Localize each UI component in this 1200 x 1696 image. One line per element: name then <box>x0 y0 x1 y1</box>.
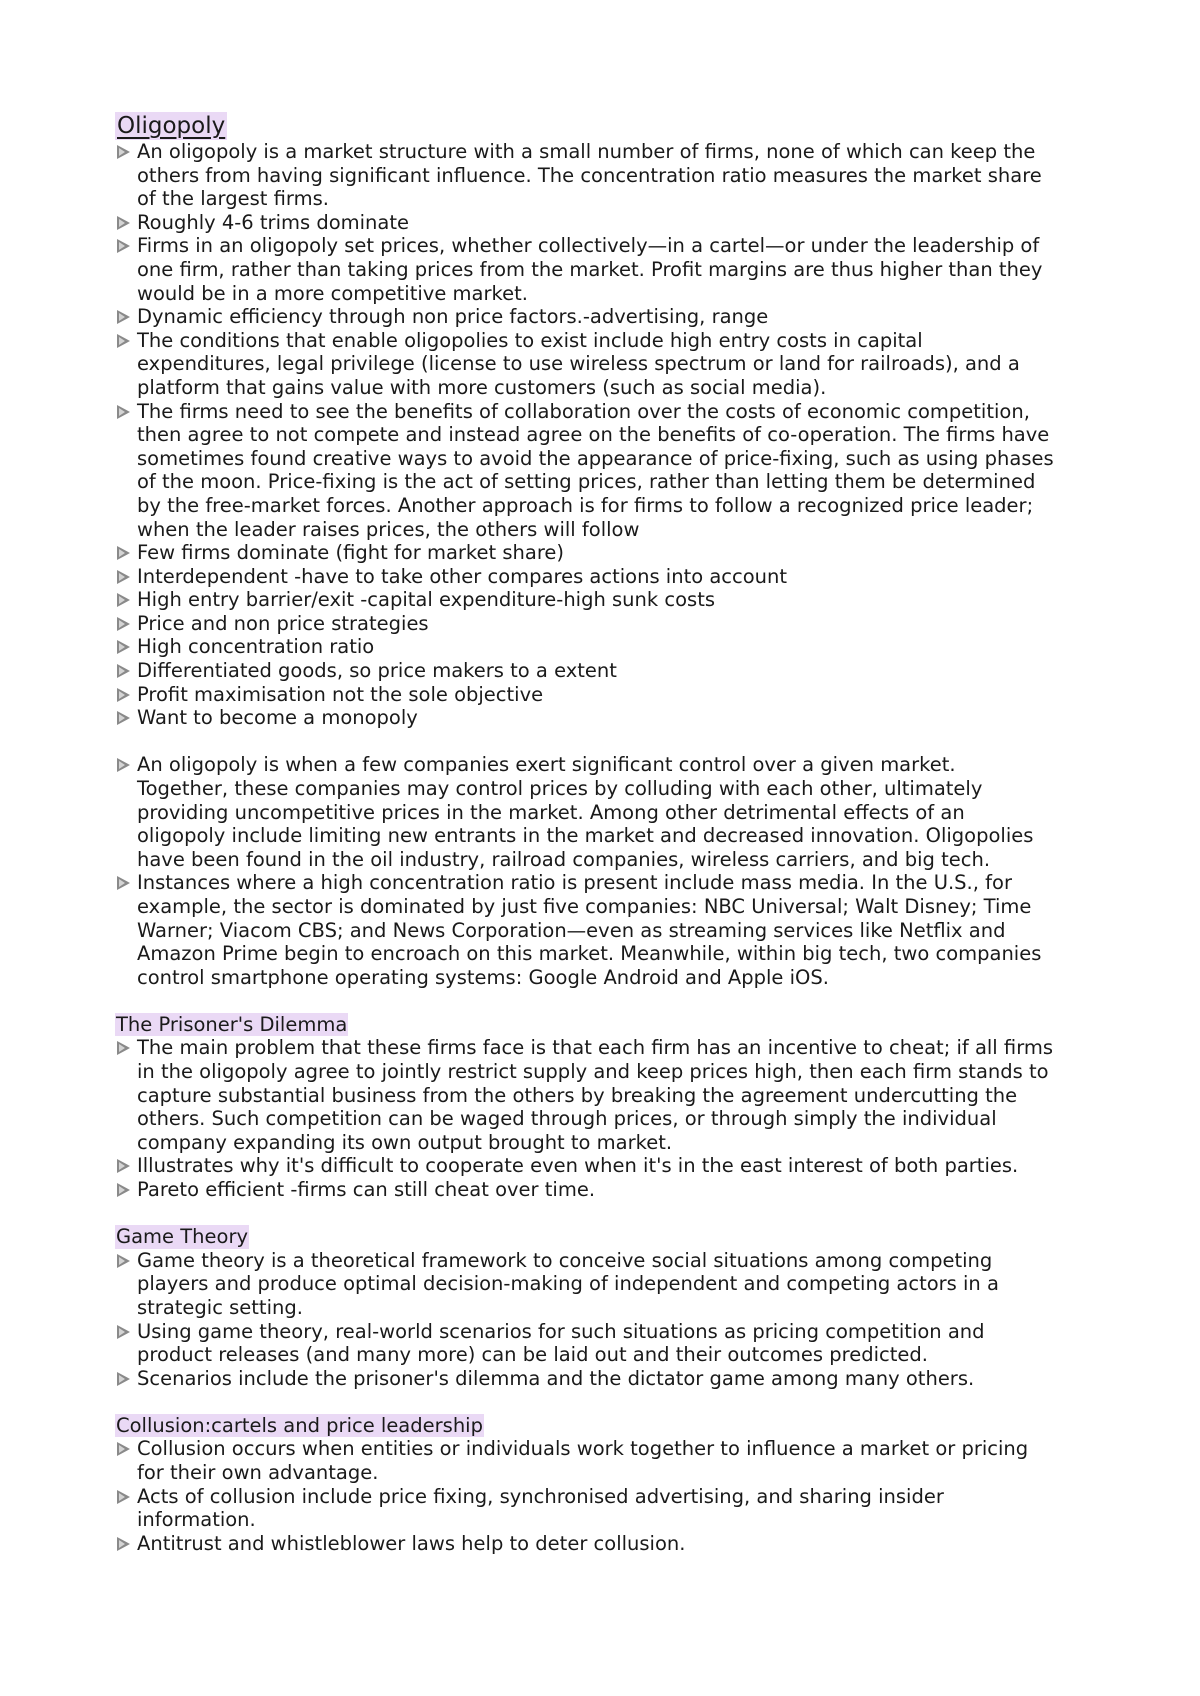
sections-container <box>115 989 1110 1555</box>
bullet-text-line: expenditures, legal privilege (license to use wireless spectrum or land for railroads), and a <box>137 352 1020 376</box>
bullet-item <box>115 565 1110 589</box>
bullet-text-line: of the largest firms. <box>137 187 329 211</box>
bullet-text-line: sometimes found creative ways to avoid the appearance of price-fixing, such as using phases <box>137 446 1054 470</box>
triangle-bullet-icon <box>117 617 130 631</box>
bullet-item <box>115 305 1110 329</box>
triangle-bullet-icon <box>117 640 130 654</box>
bullet-text-line: High concentration ratio <box>137 635 375 659</box>
triangle-bullet-icon <box>117 1041 130 1055</box>
triangle-bullet-icon <box>117 334 130 348</box>
bullet-item <box>115 1036 1110 1154</box>
triangle-bullet-icon <box>117 711 130 725</box>
triangle-bullet-icon <box>117 1254 130 1268</box>
bullet-text-line: The conditions that enable oligopolies to exist include high entry costs in capital <box>137 328 923 352</box>
bullet-text-line: platform that gains value with more customers (such as social media). <box>137 375 827 399</box>
triangle-bullet-icon <box>117 310 130 324</box>
second-bullet-list <box>115 753 1110 989</box>
triangle-bullet-icon <box>117 405 130 419</box>
triangle-bullet-icon <box>117 1372 130 1386</box>
bullet-item <box>115 1532 1110 1556</box>
triangle-bullet-icon <box>117 876 130 890</box>
bullet-text-line: for their own advantage. <box>137 1460 379 1484</box>
section <box>115 1414 1110 1555</box>
bullet-text-line: Antitrust and whistleblower laws help to deter collusion. <box>137 1531 686 1555</box>
section <box>115 1225 1110 1390</box>
bullet-text-line: others. Such competition can be waged through prices, or through simply the individual <box>137 1107 997 1131</box>
triangle-bullet-icon <box>117 145 130 159</box>
section-bullet-list <box>115 1437 1110 1555</box>
bullet-text-line: product releases (and many more) can be laid out and their outcomes predicted. <box>137 1343 928 1367</box>
triangle-bullet-icon <box>117 216 130 230</box>
bullet-item <box>115 1154 1110 1178</box>
bullet-item <box>115 1249 1110 1320</box>
bullet-text-line: Amazon Prime begin to encroach on this market. Meanwhile, within big tech, two companies <box>137 942 1042 966</box>
bullet-text-line: oligopoly include limiting new entrants in the market and decreased innovation. Oligopolies <box>137 824 1034 848</box>
triangle-bullet-icon <box>117 1183 130 1197</box>
bullet-text-line: Using game theory, real-world scenarios for such situations as pricing competition and <box>137 1319 985 1343</box>
triangle-bullet-icon <box>117 239 130 253</box>
bullet-item <box>115 1320 1110 1367</box>
bullet-item <box>115 234 1110 305</box>
bullet-item <box>115 1178 1110 1202</box>
section-heading: Collusion:cartels and price leadership <box>116 1413 483 1437</box>
bullet-text-line: Scenarios include the prisoner's dilemma and the dictator game among many others. <box>137 1366 975 1390</box>
bullet-text-line: when the leader raises prices, the others will follow <box>137 517 640 541</box>
bullet-text-line: Firms in an oligopoly set prices, whether collectively—in a cartel—or under the leadership of <box>137 234 1040 258</box>
bullet-item <box>115 659 1110 683</box>
bullet-text-line: by the free-market forces. Another approach is for firms to follow a recognized price leader; <box>137 493 1034 517</box>
bullet-item <box>115 1367 1110 1391</box>
triangle-bullet-icon <box>117 570 130 584</box>
bullet-text-line: High entry barrier/exit -capital expenditure-high sunk costs <box>137 588 716 612</box>
bullet-text-line: Acts of collusion include price fixing, synchronised advertising, and sharing insider <box>137 1484 944 1508</box>
bullet-text-line: Interdependent -have to take other compares actions into account <box>137 564 788 588</box>
bullet-text-line: Want to become a monopoly <box>137 706 418 730</box>
page-title: Oligopoly <box>117 113 226 139</box>
triangle-bullet-icon <box>117 546 130 560</box>
bullet-text-line: An oligopoly is a market structure with a small number of firms, none of which can keep the <box>137 140 1036 163</box>
bullet-item <box>115 753 1110 871</box>
bullet-text-line: Instances where a high concentration ratio is present include mass media. In the U.S., for <box>137 871 1012 895</box>
bullet-text-line: Profit maximisation not the sole objective <box>137 682 544 706</box>
bullet-item <box>115 140 1110 211</box>
spacer <box>115 1390 1110 1414</box>
bullet-text-line: Dynamic efficiency through non price factors.-advertising, range <box>137 305 769 329</box>
triangle-bullet-icon <box>117 664 130 678</box>
bullet-text-line: of the moon. Price-fixing is the act of setting prices, rather than letting them be determined <box>137 470 1036 494</box>
section <box>115 1013 1110 1202</box>
bullet-item <box>115 329 1110 400</box>
bullet-text-line: others from having significant influence. The concentration ratio measures the market share <box>137 163 1042 187</box>
bullet-text-line: providing uncompetitive prices in the market. Among other detrimental effects of an <box>137 800 965 824</box>
bullet-text-line: Price and non price strategies <box>137 611 429 635</box>
bullet-text-line: strategic setting. <box>137 1295 303 1319</box>
spacer <box>115 989 1110 1013</box>
bullet-item <box>115 211 1110 235</box>
bullet-text-line: information. <box>137 1508 256 1532</box>
bullet-item <box>115 588 1110 612</box>
bullet-text-line: Collusion occurs when entities or individuals work together to influence a market or pricing <box>137 1437 1029 1461</box>
bullet-text-line: then agree to not compete and instead agree on the benefits of co-operation. The firms have <box>137 423 1050 447</box>
bullet-text-line: example, the sector is dominated by just five companies: NBC Universal; Walt Disney; Time <box>137 895 1032 918</box>
bullet-text-line: Illustrates why it's difficult to cooperate even when it's in the east interest of both parties. <box>137 1154 1019 1178</box>
bullet-text-line: Differentiated goods, so price makers to a extent <box>137 659 617 683</box>
triangle-bullet-icon <box>117 1442 130 1456</box>
bullet-item <box>115 706 1110 730</box>
bullet-text-line: Pareto efficient -firms can still cheat over time. <box>137 1178 596 1202</box>
triangle-bullet-icon <box>117 1537 130 1551</box>
triangle-bullet-icon <box>117 1490 130 1504</box>
section-heading: The Prisoner's Dilemma <box>116 1012 348 1036</box>
bullet-item <box>115 400 1110 542</box>
bullet-text-line: Roughly 4-6 trims dominate <box>137 210 410 234</box>
bullet-item <box>115 541 1110 565</box>
triangle-bullet-icon <box>117 1159 130 1173</box>
bullet-text-line: have been found in the oil industry, railroad companies, wireless carriers, and big tech. <box>137 847 991 871</box>
bullet-text-line: capture substantial business from the others by breaking the agreement undercutting the <box>137 1083 1018 1107</box>
bullet-text-line: Game theory is a theoretical framework to conceive social situations among competing <box>137 1248 993 1272</box>
bullet-item <box>115 635 1110 659</box>
spacer <box>115 730 1110 754</box>
bullet-item <box>115 1485 1110 1532</box>
triangle-bullet-icon <box>117 758 130 772</box>
section-bullet-list <box>115 1249 1110 1391</box>
bullet-item <box>115 683 1110 707</box>
bullet-text-line: Few firms dominate (fight for market share) <box>137 541 565 565</box>
bullet-text-line: An oligopoly is when a few companies exert significant control over a given market. <box>137 753 956 777</box>
bullet-text-line: control smartphone operating systems: Google Android and Apple iOS. <box>137 965 829 989</box>
bullet-text-line: players and produce optimal decision-making of independent and competing actors in a <box>137 1272 999 1296</box>
bullet-text-line: Warner; Viacom CBS; and News Corporation—even as streaming services like Netflix and <box>137 918 1006 942</box>
triangle-bullet-icon <box>117 593 130 607</box>
triangle-bullet-icon <box>117 688 130 702</box>
bullet-text-line: The main problem that these firms face is that each firm has an incentive to cheat; if all firms <box>137 1036 1054 1060</box>
bullet-text-line: in the oligopoly agree to jointly restrict supply and keep prices high, then each firm stands to <box>137 1060 1049 1084</box>
bullet-item <box>115 1437 1110 1484</box>
bullet-text-line: would be in a more competitive market. <box>137 281 528 305</box>
bullet-text-line: one firm, rather than taking prices from the market. Profit margins are thus higher than they <box>137 257 1043 281</box>
bullet-text-line: company expanding its own output brought to market. <box>137 1130 673 1154</box>
intro-bullet-list <box>115 140 1110 730</box>
bullet-text-line: The firms need to see the benefits of collaboration over the costs of economic competition, <box>137 399 1030 423</box>
bullet-text-line: Together, these companies may control prices by colluding with each other, ultimately <box>137 777 983 801</box>
triangle-bullet-icon <box>117 1325 130 1339</box>
spacer <box>115 1202 1110 1226</box>
section-heading: Game Theory <box>116 1225 249 1249</box>
bullet-item <box>115 612 1110 636</box>
bullet-item <box>115 871 1110 989</box>
section-bullet-list <box>115 1036 1110 1201</box>
